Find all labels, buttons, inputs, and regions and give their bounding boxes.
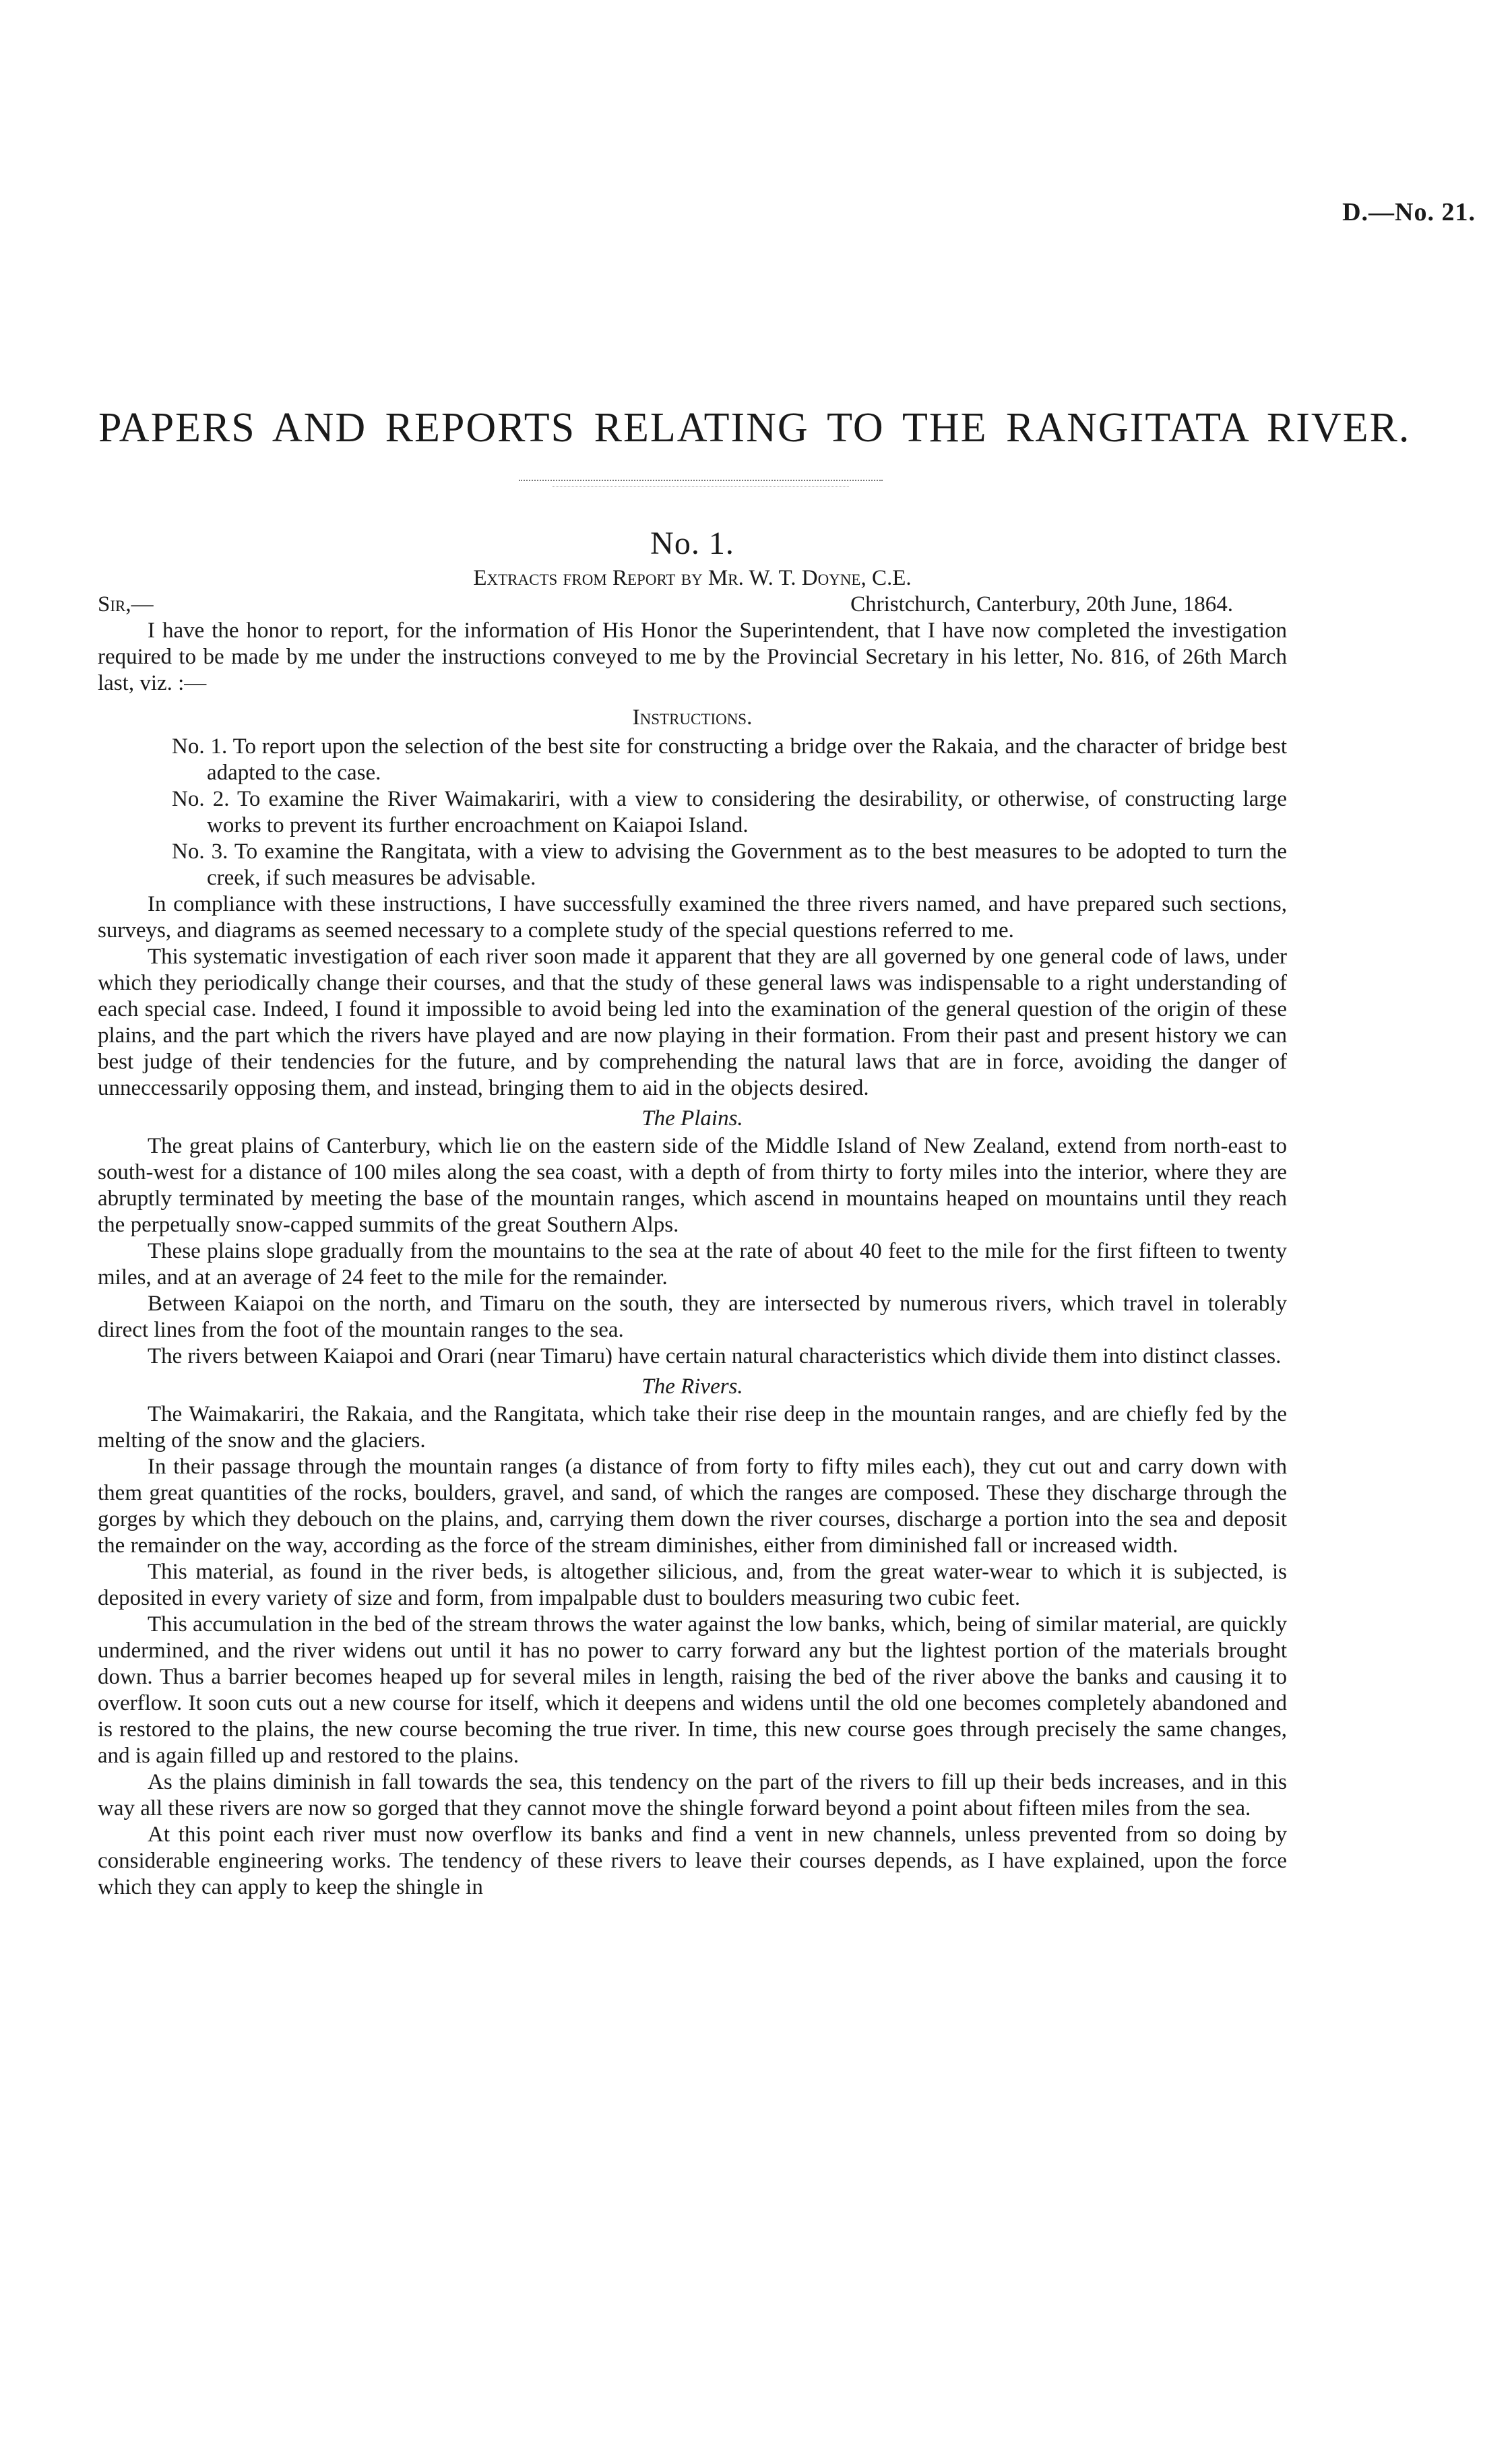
paragraph: At this point each river must now overflow its banks and find a vent in new channels, unless prevented from so doing by considerable engineering works. The tendency of these rivers to leave their courses depends, as I have explained, upon the force which they can apply to keep the shingle in (98, 1822, 1287, 1899)
intro-paragraph: I have the honor to report, for the information of His Honor the Superintendent, that I have now completed the investigation required to be made by me under the instructions conveyed to me by the Provincial Secretary in his letter, No. 816, of 26th March last, viz. :— (98, 618, 1287, 695)
instructions-heading: Instructions. (632, 705, 753, 730)
title-divider-secondary (553, 486, 849, 487)
section-heading-plains: The Plains. (641, 1106, 743, 1131)
place-date: Christchurch, Canterbury, 20th June, 1864. (850, 592, 1233, 616)
section-heading-rivers: The Rivers. (641, 1374, 743, 1399)
paragraph: In their passage through the mountain ranges (a distance of from forty to fifty miles each), they cut out and carry down with them great quantities of the rocks, boulders, gravel, and sand, of which the ranges are composed. These they discharge through the gorges by which they debouch on the plains, and, carrying them down the river courses, discharge a portion into the sea and deposit the remainder on the way, according as the force of the stream diminishes, either from diminished fall or increased width. (98, 1455, 1287, 1558)
paragraph: Between Kaiapoi on the north, and Timaru on the south, they are intersected by numerous rivers, which travel in tolerably direct lines from the foot of the mountain ranges to the sea. (98, 1292, 1287, 1342)
salutation-row (98, 592, 1287, 618)
paragraph: The Waimakariri, the Rakaia, and the Rangitata, which take their rise deep in the mountain ranges, and are chiefly fed by the melting of the snow and the glaciers. (98, 1402, 1287, 1453)
paragraph: As the plains diminish in fall towards the sea, this tendency on the part of the rivers to fill up their beds increases, and in this way all these rivers are now so gorged that they cannot move the shingle forward beyond a point about fifteen miles from the sea. (98, 1770, 1287, 1820)
document-title: PAPERS AND REPORTS RELATING TO THE RANGITATA RIVER. (98, 405, 1411, 451)
instruction-item: No. 1. To report upon the selection of the best site for constructing a bridge over the Rakaia, and the character of bridge best adapted to the case. (172, 734, 1287, 785)
section-number: No. 1. (650, 526, 734, 561)
document-body (98, 522, 1287, 1901)
paragraph: In compliance with these instructions, I have successfully examined the three rivers named, and have prepared such sections, surveys, and diagrams as seemed necessary to a complete study of the special questions referred to me. (98, 892, 1287, 943)
paragraph: This material, as found in the river beds, is altogether silicious, and, from the great water-wear to which it is subjected, is deposited in every variety of size and form, from impalpable dust to boulders measuring two cubic feet. (98, 1560, 1287, 1610)
paragraph: This systematic investigation of each river soon made it apparent that they are all governed by one general code of laws, under which they periodically change their courses, and that the study of these general laws was indispensable to a right understanding of each special case. Indeed, I found it impossible to avoid being led into the examination of the general question of the origin of these plains, and the part which the rivers have played and are now playing in their formation. From their past and present history we can best judge of their tendencies for the future, and by comprehending the natural laws that are in force, avoiding the danger of unneccessarily opposing them, and instead, bringing them to aid in the objects desired. (98, 945, 1287, 1100)
paragraph: These plains slope gradually from the mountains to the sea at the rate of about 40 feet to the mile for the first fifteen to twenty miles, and at an average of 24 feet to the mile for the remainder. (98, 1239, 1287, 1290)
instruction-item: No. 2. To examine the River Waimakariri, with a view to considering the desirability, or otherwise, of constructing large works to prevent its further encroachment on Kaiapoi Island. (172, 787, 1287, 837)
instruction-item: No. 3. To examine the Rangitata, with a view to advising the Government as to the best measures to be adopted to turn the creek, if such measures be advisable. (172, 839, 1287, 890)
paragraph: This accumulation in the bed of the stream throws the water against the low banks, which, being of similar material, are quickly undermined, and the river widens out until it has no power to carry forward any but the lightest portion of the materials brought down. Thus a barrier becomes heaped up for several miles in length, raising the bed of the river above the banks and causing it to overflow. It soon cuts out a new course for itself, which it deepens and widens until the old one becomes completely abandoned and is restored to the plains, the new course becoming the true river. In time, this new course goes through precisely the same changes, and is again filled up and restored to the plains. (98, 1612, 1287, 1768)
extract-line: Extracts from Report by Mr. W. T. Doyne, C.E. (473, 566, 912, 590)
title-divider (519, 480, 883, 481)
salutation: Sir,— (98, 592, 154, 616)
paragraph: The great plains of Canterbury, which lie on the eastern side of the Middle Island of New Zealand, extend from north-east to south-west for a distance of 100 miles along the sea coast, with a depth of from thirty to forty miles into the interior, where they are abruptly terminated by meeting the base of the mountain ranges, which ascend in mountains heaped on mountains until they reach the perpetually snow-capped summits of the great Southern Alps. (98, 1134, 1287, 1237)
document-reference: D.—No. 21. (1342, 198, 1476, 226)
paragraph: The rivers between Kaiapoi and Orari (near Timaru) have certain natural characteristics which divide them into distinct classes. (148, 1344, 1282, 1368)
